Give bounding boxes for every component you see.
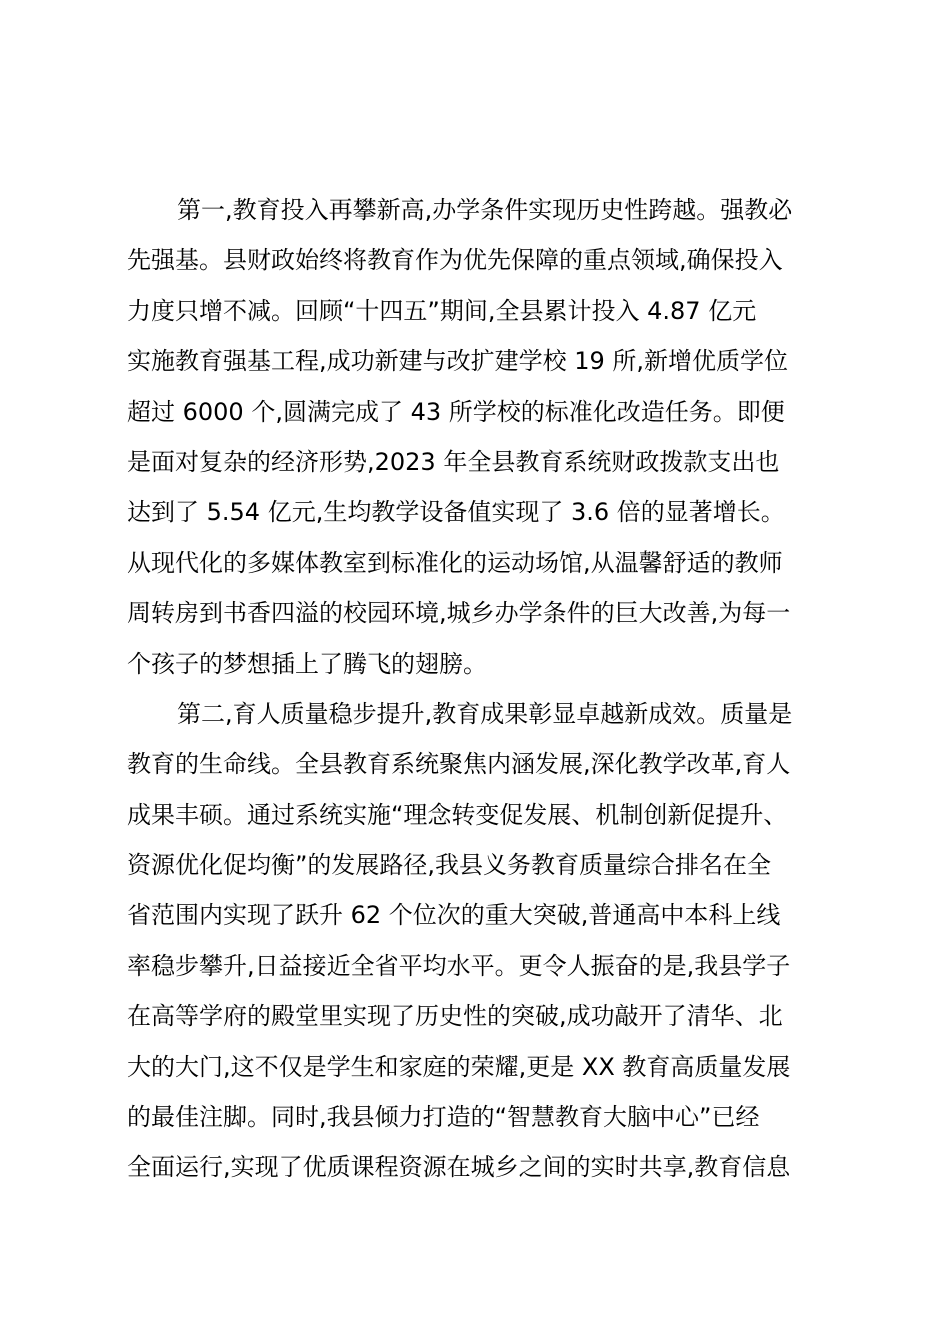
paragraph-line: 先强基。县财政始终将教育作为优先保障的重点领域,确保投入 [127,246,783,275]
paragraph-line: 第二,育人质量稳步提升,教育成果彰显卓越新成效。质量是 [177,699,793,728]
paragraph-line: 的最佳注脚。同时,我县倾力打造的“智慧教育大脑中心”已经 [127,1103,760,1132]
document-body [127,185,837,1193]
paragraph-line: 个孩子的梦想插上了腾飞的翅膀。 [127,649,487,678]
paragraph-line: 成果丰硕。通过系统实施“理念转变促发展、机制创新促提升、 [127,800,788,829]
paragraph-line: 超过 6000 个,圆满完成了 43 所学校的标准化改造任务。即便 [127,397,785,426]
paragraph-line: 全面运行,实现了优质课程资源在城乡之间的实时共享,教育信息 [127,1153,791,1182]
paragraph-line: 从现代化的多媒体教室到标准化的运动场馆,从温馨舒适的教师 [127,548,783,577]
paragraph-line: 省范围内实现了跃升 62 个位次的重大突破,普通高中本科上线 [127,901,781,930]
paragraph-1 [127,185,837,689]
paragraph-2 [127,689,837,1193]
paragraph-line: 大的大门,这不仅是学生和家庭的荣耀,更是 XX 教育高质量发展 [127,1052,791,1081]
paragraph-line: 第一,教育投入再攀新高,办学条件实现历史性跨越。强教必 [177,196,793,224]
paragraph-line: 周转房到书香四溢的校园环境,城乡办学条件的巨大改善,为每一 [127,599,791,628]
paragraph-line: 实施教育强基工程,成功新建与改扩建学校 19 所,新增优质学位 [127,347,789,376]
paragraph-line: 力度只增不减。回顾“十四五”期间,全县累计投入 4.87 亿元 [127,296,757,325]
paragraph-line: 教育的生命线。全县教育系统聚焦内涵发展,深化教学改革,育人 [127,750,791,779]
paragraph-line: 达到了 5.54 亿元,生均教学设备值实现了 3.6 倍的显著增长。 [127,498,785,527]
paragraph-line: 资源优化促均衡”的发展路径,我县义务教育质量综合排名在全 [127,851,772,880]
paragraph-line: 是面对复杂的经济形势,2023 年全县教育系统财政拨款支出也 [127,447,780,476]
paragraph-line: 在高等学府的殿堂里实现了历史性的突破,成功敲开了清华、北 [127,1002,783,1031]
paragraph-line: 率稳步攀升,日益接近全省平均水平。更令人振奋的是,我县学子 [127,951,791,980]
